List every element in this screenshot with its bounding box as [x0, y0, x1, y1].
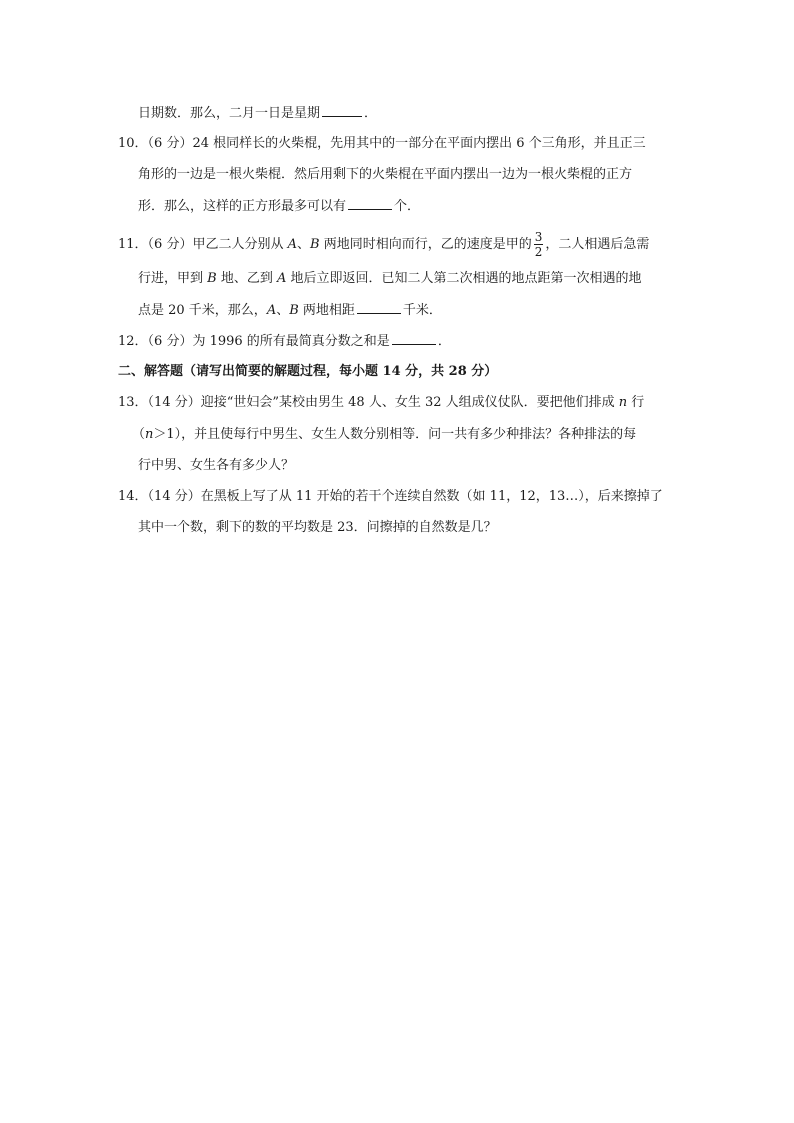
question-10-text-3b: 个． — [394, 199, 421, 214]
question-11-text-1b: 两地同时相向而行，乙的速度是甲的 — [319, 237, 532, 252]
question-11-line-2 — [138, 269, 642, 289]
question-11-text-2b: 地、乙到 — [216, 271, 277, 286]
variable-b: B — [207, 271, 217, 286]
question-10-text-2: 角形的一边是一根火柴棍．然后用剩下的火柴棍在平面内摆出一边为一根火柴棍的正方 — [138, 167, 633, 182]
question-13-text-2b: ＞1），并且使每行中男生、女生人数分别相等．问一共有多少种排法？各种排法的每 — [153, 427, 637, 442]
answer-blank — [322, 103, 362, 117]
question-number: 11． — [118, 237, 148, 252]
question-score: （6 分） — [147, 136, 193, 151]
question-11-text-3c: 两地相距 — [298, 303, 355, 318]
question-11-line-3 — [138, 300, 442, 320]
answer-blank — [348, 196, 392, 210]
question-14-line-2 — [138, 518, 497, 538]
question-10-text-1: 24 根同样长的火柴棍，先用其中的一部分在平面内摆出 6 个三角形，并且正三 — [192, 136, 646, 151]
question-10-text-3a: 形．那么，这样的正方形最多可以有 — [138, 199, 347, 214]
question-12-text: 为 1996 的所有最简真分数之和是 — [192, 334, 390, 349]
question-12-line-1 — [118, 331, 451, 351]
variable-a: A — [266, 303, 277, 318]
section-heading: 二、解答题（请写出简要的解题过程，每小题 14 分，共 28 分） — [118, 364, 498, 379]
variable-b: B — [289, 303, 299, 318]
question-number: 14． — [118, 489, 148, 504]
separator: 、 — [276, 303, 290, 318]
question-14-text-1: 在黑板上写了从 11 开始的若干个连续自然数（如 11，12，13…），后来擦掉了 — [200, 489, 663, 504]
variable-a: A — [287, 237, 297, 252]
question-13-text-1a: 迎接“世妇会”某校由男生 48 人、女生 32 人组成仪仗队．要把他们排成 — [200, 395, 619, 410]
question-score: （6 分） — [147, 334, 193, 349]
question-9-tail — [138, 103, 377, 123]
question-number: 12． — [118, 334, 148, 349]
question-11-text-1a: 甲乙二人分别从 — [192, 237, 288, 252]
answer-blank — [392, 331, 436, 345]
question-14-text-2: 其中一个数，剩下的数的平均数是 23．问擦掉的自然数是几？ — [138, 520, 497, 535]
question-13-line-3 — [138, 456, 294, 476]
question-score: （14 分） — [147, 489, 201, 504]
question-score: （6 分） — [147, 237, 193, 252]
variable-a: A — [276, 271, 287, 286]
fraction-denominator: 2 — [534, 245, 543, 259]
separator: 、 — [296, 237, 310, 252]
question-13-line-1 — [118, 393, 644, 413]
question-9-text: 日期数．那么，二月一日是星期 — [138, 106, 321, 121]
question-number: 13． — [118, 395, 148, 410]
fraction-numerator: 3 — [534, 230, 543, 244]
question-14-line-1 — [118, 487, 663, 507]
question-12-end: ． — [437, 334, 451, 349]
question-number: 10． — [118, 136, 148, 151]
answer-blank — [357, 300, 401, 314]
question-10-line-1 — [118, 134, 646, 154]
question-10-line-3 — [138, 196, 420, 216]
question-13-text-2a: （ — [132, 427, 146, 442]
variable-n: n — [618, 395, 628, 410]
variable-n: n — [145, 427, 154, 442]
question-11-text-3d: 千米． — [402, 303, 442, 318]
question-13-text-3: 行中男、女生各有多少人？ — [138, 458, 295, 473]
question-13-text-1b: 行 — [627, 395, 645, 410]
fraction-three-halves — [534, 230, 544, 259]
question-11-text-2a: 行进，甲到 — [138, 271, 208, 286]
question-9-end: ． — [364, 106, 378, 121]
question-11-text-3a: 点是 20 千米，那么， — [138, 303, 267, 318]
question-13-line-2 — [132, 425, 636, 445]
question-score: （14 分） — [147, 395, 201, 410]
question-10-line-2 — [138, 165, 632, 185]
question-11-text-1c: ，二人相遇后急需 — [545, 237, 650, 252]
question-11-line-1 — [118, 230, 649, 260]
question-11-text-2c: 地后立即返回．已知二人第二次相遇的地点距第一次相遇的地 — [286, 271, 642, 286]
variable-b: B — [310, 237, 320, 252]
